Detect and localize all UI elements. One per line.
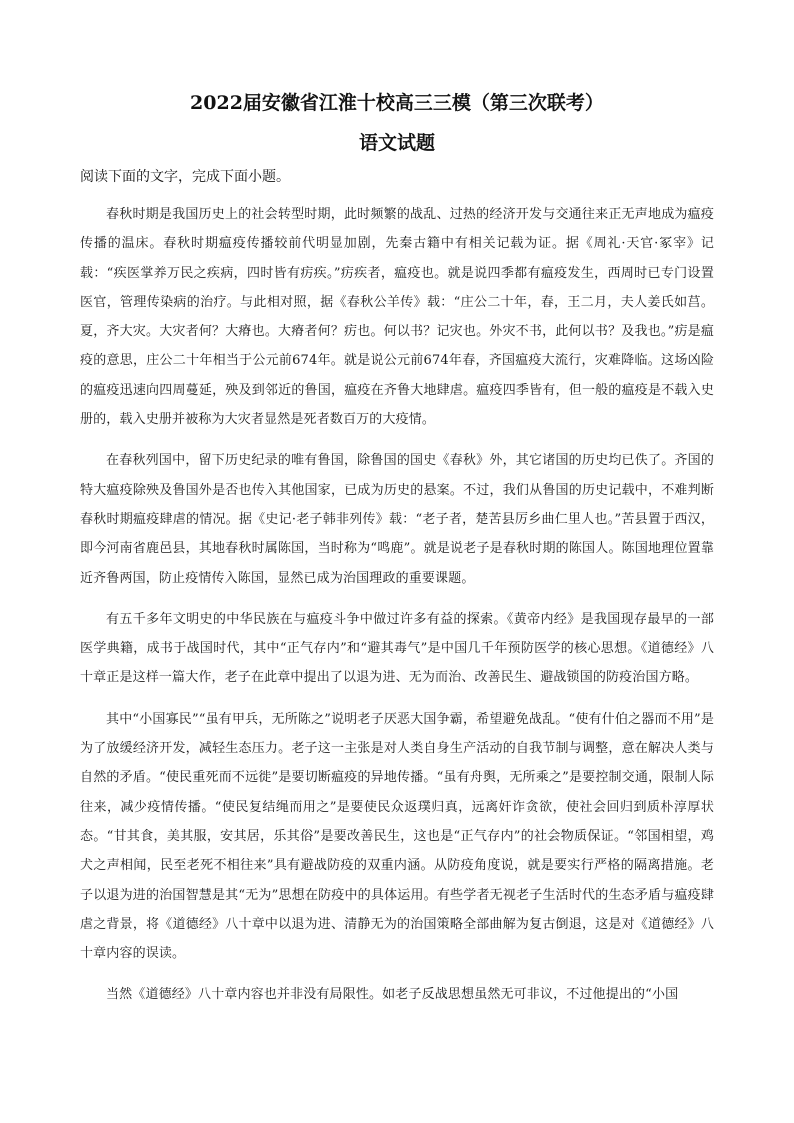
paragraph-1: 春秋时期是我国历史上的社会转型时期，此时频繁的战乱、过热的经济开发与交通往来正无声地成为瘟疫传播的温床。春秋时期瘟疫传播较前代明显加剧，先秦古籍中有相关记载为证。据《周礼·天官·冢宰》记载：“疾医掌养万民之疾病，四时皆有疠疾。”疠疾者，瘟疫也。就是说四季都有瘟疫发生，西周时已专门设置医官，管理传染病的治疗。与此相对照，据《春秋公羊传》载：“庄公二十年，春，王二月，夫人姜氏如莒。夏，齐大灾。大灾者何？大瘠也。大瘠者何？疠也。何以书？记灾也。外灾不书，此何以书？及我也。”疠是瘟疫的意思，庄公二十年相当于公元前674年。就是说公元前674年春，齐国瘟疫大流行，灾难降临。这场凶险的瘟疫迅速向四周蔓延，殃及到邻近的鲁国，瘟疫在齐鲁大地肆虐。瘟疫四季皆有，但一般的瘟疫是不载入史册的，载入史册并被称为大灾者显然是死者数百万的大疫情。 (80, 207, 714, 428)
paragraph-2: 在春秋列国中，留下历史纪录的唯有鲁国，除鲁国的国史《春秋》外，其它诸国的历史均已佚了。齐国的特大瘟疫除殃及鲁国外是否也传入其他国家，已成为历史的悬案。不过，我们从鲁国的历史记载中，不难判断春秋时期瘟疫肆虐的情况。据《史记·老子韩非列传》载：“老子者，楚苦县厉乡曲仁里人也。”苦县置于西汉，即今河南省鹿邑县，其地春秋时属陈国，当时称为“鸣鹿”。就是说老子是春秋时期的陈国人。陈国地理位置靠近齐鲁两国，防止疫情传入陈国，显然已成为治国理政的重要课题。 (80, 453, 714, 586)
document-title: 2022届安徽省江淮十校高三三模（第三次联考） (190, 92, 604, 114)
paragraph-3: 有五千多年文明史的中华民族在与瘟疫斗争中做过许多有益的探索。《黄帝内经》是我国现存最早的一部医学典籍，成书于战国时代，其中“正气存内”和“避其毒气”是中国几千年预防医学的核心思想。《道德经》八十章正是这样一篇大作，老子在此章中提出了以退为进、无为而治、改善民生、避战锁国的防疫治国方略。 (80, 611, 714, 686)
passage-body (80, 200, 714, 1022)
paragraph-5: 当然《道德经》八十章内容也并非没有局限性。如老子反战思想虽然无可非议，不过他提出的“小国 (106, 987, 679, 1003)
paragraph-4: 其中“小国寡民”“虽有甲兵，无所陈之”说明老子厌恶大国争霸，希望避免战乱。“使有什伯之器而不用”是为了放缓经济开发，减轻生态压力。老子这一主张是对人类自身生产活动的自我节制与调整，意在解决人类与自然的矛盾。“使民重死而不远徙”是要切断瘟疫的异地传播。“虽有舟舆，无所乘之”是要控制交通，限制人际往来，减少疫情传播。“使民复结绳而用之”是要使民众返璞归真，远离奸诈贪欲，使社会回归到质朴淳厚状态。“甘其食，美其服，安其居，乐其俗”是要改善民生，这也是“正气存内”的社会物质保证。“邻国相望，鸡犬之声相闻，民至老死不相往来”具有避战防疫的双重内涵。从防疫角度说，就是要实行严格的隔离措施。老子以退为进的治国智慧是其“无为”思想在防疫中的具体运用。有些学者无视老子生活时代的生态矛盾与瘟疫肆虐之背景，将《道德经》八十章中以退为进、清静无为的治国策略全部曲解为复古倒退，这是对《道德经》八十章内容的误读。 (80, 711, 714, 962)
document-subtitle: 语文试题 (358, 132, 435, 154)
reading-instruction: 阅读下面的文字，完成下面小题。 (80, 169, 290, 185)
